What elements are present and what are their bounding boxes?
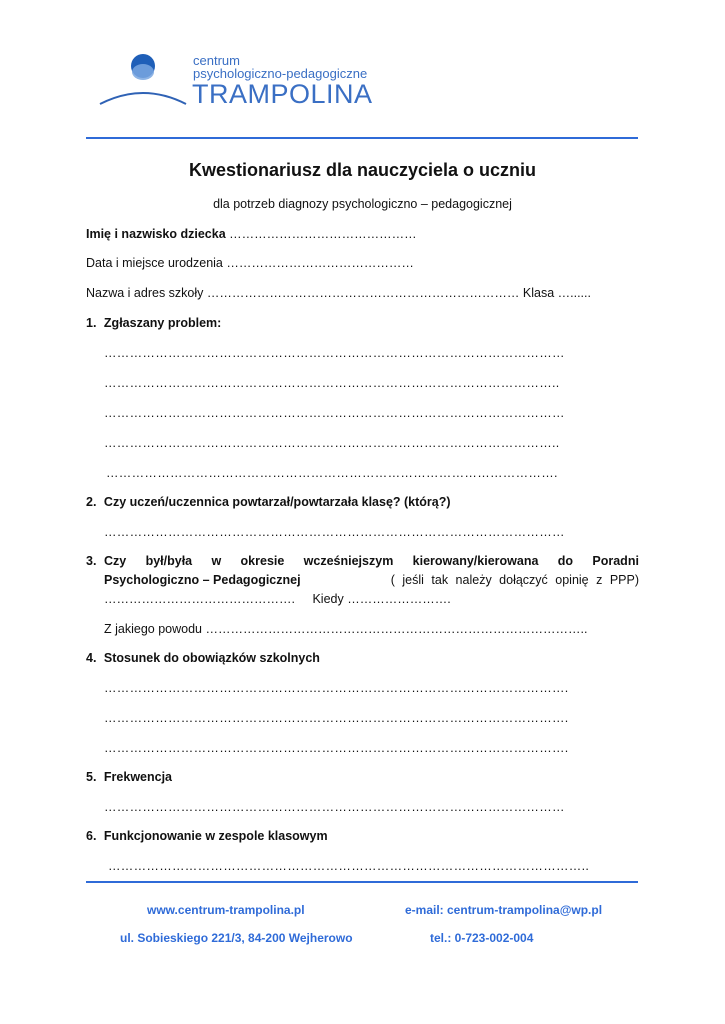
section-3-reason-label: Z jakiego powodu: [104, 622, 202, 636]
s3-word: wcześniejszym: [303, 554, 394, 568]
birth-label: Data i miejsce urodzenia: [86, 256, 223, 270]
section-5-line: ………………………………………………………………………………………………: [104, 800, 565, 814]
footer-phone: tel.: 0-723-002-004: [430, 931, 534, 945]
header-rule: [86, 137, 638, 139]
class-dots: …......: [557, 286, 591, 300]
logo-title: TRAMPOLINA: [192, 79, 373, 109]
section-3-reason-dots: ………………………………………………………………………………..: [205, 622, 588, 636]
section-5-number: 5.: [86, 770, 97, 784]
section-6-heading: [86, 829, 328, 843]
s3-word: okresie: [240, 554, 285, 568]
section-6-number: 6.: [86, 829, 97, 843]
page-subtitle: dla potrzeb diagnozy psychologiczno – pedagogicznej: [213, 197, 512, 211]
child-name-row: [86, 227, 417, 241]
logo: [98, 46, 373, 109]
section-4-line: ……………………………………………………………………………………………….: [104, 711, 569, 725]
class-label: Klasa: [522, 286, 555, 300]
s3-word: Czy: [104, 554, 127, 568]
section-6-line: …………………………………………………………………………………………………..: [108, 859, 590, 873]
s3-word: był/była: [145, 554, 193, 568]
section-1-line: ……………………………………………………………………………………………..: [104, 436, 560, 450]
section-6-title: Funkcjonowanie w zespole klasowym: [103, 829, 328, 843]
logo-emblem: [98, 46, 198, 108]
section-3-question-line1: [104, 554, 639, 568]
s3-word: do: [557, 554, 574, 568]
section-4-number: 4.: [86, 651, 97, 665]
section-2-number: 2.: [86, 495, 97, 509]
section-3-number: 3.: [86, 554, 97, 568]
section-2-title: Czy uczeń/uczennica powtarzał/powtarzała klasę? (którą?): [103, 495, 451, 509]
section-1-line: ………………………………………………………………………………………………: [104, 406, 565, 420]
section-1-line: ………………………………………………………………………………………………: [104, 346, 565, 360]
birth-dots: ………………………………………: [226, 256, 414, 270]
footer-rule: [86, 881, 638, 883]
school-label: Nazwa i adres szkoły: [86, 286, 204, 300]
s3-word: Poradni: [592, 554, 639, 568]
section-2-line: ………………………………………………………………………………………………: [104, 525, 565, 539]
section-3-bold: Psychologiczno – Pedagogicznej: [104, 573, 301, 587]
section-1-title: Zgłaszany problem:: [103, 316, 222, 330]
section-3-when-label: Kiedy: [312, 592, 344, 606]
child-name-label: Imię i nazwisko dziecka: [86, 227, 226, 241]
section-4-line: ……………………………………………………………………………………………….: [104, 681, 569, 695]
section-3-reason-row: [104, 622, 587, 636]
section-4-line: ……………………………………………………………………………………………….: [104, 741, 569, 755]
school-row: [86, 286, 591, 300]
section-3-note: ( jeśli tak należy dołączyć opinię z PPP): [390, 573, 639, 587]
school-dots: …………………………………………………………………: [206, 286, 520, 300]
section-5-title: Frekwencja: [103, 770, 173, 784]
s3-word: w: [211, 554, 222, 568]
section-2-heading: [86, 495, 451, 509]
child-name-dots: ………………………………………: [229, 227, 417, 241]
section-4-heading: [86, 651, 320, 665]
section-3-dots-row: [104, 592, 451, 606]
section-1-number: 1.: [86, 316, 97, 330]
footer-address: ul. Sobieskiego 221/3, 84-200 Wejherowo: [120, 931, 353, 945]
section-1-line: ……………………………………………………………………………………………..: [104, 376, 560, 390]
page-title: Kwestionariusz dla nauczyciela o uczniu: [188, 160, 537, 180]
logo-line2: psychologiczno-pedagogiczne: [193, 66, 368, 81]
section-4-title: Stosunek do obowiązków szkolnych: [103, 651, 320, 665]
section-3-dots-a: ……………………………………….: [104, 592, 295, 606]
logo-line1: centrum: [193, 53, 240, 68]
section-1-heading: [86, 316, 221, 330]
section-3-dots-b: …………………….: [347, 592, 451, 606]
section-1-line: …………………………………………………………………………………………….: [106, 466, 558, 480]
s3-word: kierowany/kierowana: [412, 554, 539, 568]
birth-row: [86, 256, 414, 270]
footer-email[interactable]: e-mail: centrum-trampolina@wp.pl: [405, 903, 603, 917]
section-3-question-line2: [104, 573, 639, 587]
section-5-heading: [86, 770, 172, 784]
footer-website[interactable]: www.centrum-trampolina.pl: [147, 903, 305, 917]
